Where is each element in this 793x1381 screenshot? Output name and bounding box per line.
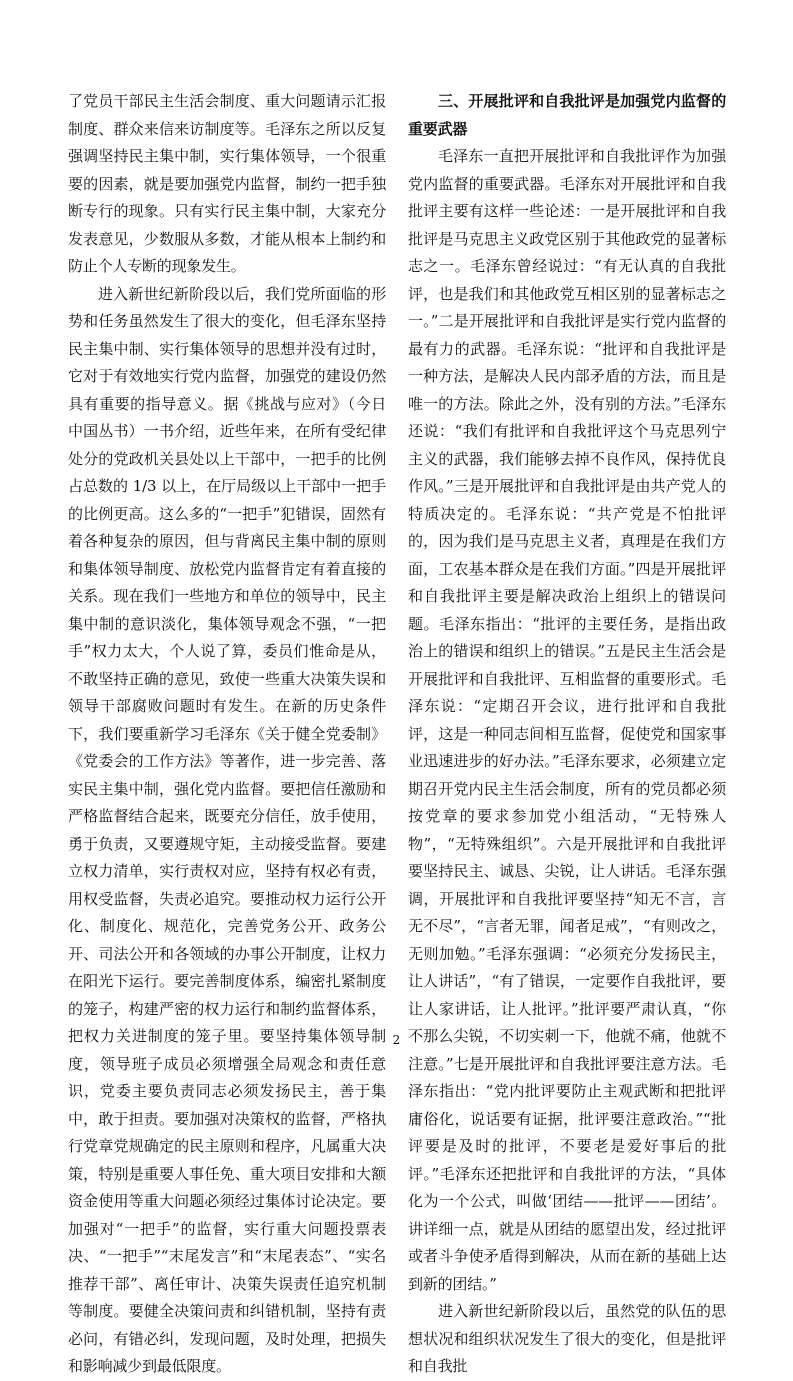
right-column [408, 88, 726, 1381]
left-paragraph-2: 进入新世纪新阶段以后，我们党所面临的形势和任务虽然发生了很大的变化，但毛泽东坚持民主集中制、实行集体领导的思想并没有过时，它对于有效地实行党内监督，加强党的建设仍然具有重要的指导意义。据《挑战与应对》（今日中国丛书）一书介绍，近些年来，在所有受纪律处分的党政机关县处以上干部中，一把手的比例占总数的 1/3 以上，在厅局级以上干部中一把手的比例更高。这么多的“一把手”犯错误，固然有着各种复杂的原因，但与背离民主集中制的原则和集体领导制度、放松党内监督肯定有着直接的关系。现在我们一些地方和单位的领导中，民主集中制的意识淡化，集体领导观念不强，“一把手”权力太大，个人说了算，委员们惟命是从，不敢坚持正确的意见，致使一些重大决策失误和领导干部腐败问题时有发生。在新的历史条件下，我们要重新学习毛泽东《关于健全党委制》《党委会的工作方法》等著作，进一步完善、落实民主集中制，强化党内监督。要把信任激励和严格监督结合起来，既要充分信任，放手使用，勇于负责，又要遵规守矩，主动接受监督。要建立权力清单，实行责权对应，坚持有权必有责，用权受监督，失责必追究。要推动权力运行公开化、制度化、规范化，完善党务公开、政务公开、司法公开和各领域的办事公开制度，让权力在阳光下运行。要完善制度体系，编密扎紧制度的笼子，构建严密的权力运行和制约监督体系，把权力关进制度的笼子里。要坚持集体领导制度，领导班子成员必须增强全局观念和责任意识，党委主要负责同志必须发扬民主，善于集中，敢于担责。要加强对决策权的监督，严格执行党章党规确定的民主原则和程序，凡属重大决策，特别是重要人事任免、重大项目安排和大额资金使用等重大问题必须经过集体讨论决定。要加强对“一把手”的监督，实行重大问题投票表决、“一把手”“末尾发言”和“末尾表态”、“实名推荐干部”、离任审计、决策失误责任追究机制等制度。要健全决策问责和纠错机制，坚持有责必问，有错必纠，发现问题，及时处理，把损失和影响减少到最低限度。 [68, 284, 386, 1375]
left-column [68, 88, 386, 1381]
page-number: 2 [392, 1033, 401, 1047]
left-paragraph-1: 了党员干部民主生活会制度、重大问题请示汇报制度、群众来信来访制度等。毛泽东之所以反复强调坚持民主集中制，实行集体领导，一个很重要的因素，就是要加强党内监督，制约一把手独断专行的现象。只有实行民主集中制，大家充分发表意见，少数服从多数，才能从根本上制约和防止个人专断的现象发生。 [68, 92, 386, 275]
right-paragraph-1: 毛泽东一直把开展批评和自我批评作为加强党内监督的重要武器。毛泽东对开展批评和自我批评主要有这样一些论述：一是开展批评和自我批评是马克思主义政党区别于其他政党的显著标志之一。毛泽东曾经说过：“有无认真的自我批评，也是我们和其他政党互相区别的显著标志之一。”二是开展批评和自我批评是实行党内监督的最有力的武器。毛泽东说：“批评和自我批评是一种方法，是解决人民内部矛盾的方法，而且是唯一的方法。除此之外，没有别的方法。”毛泽东还说：“我们有批评和自我批评这个马克思列宁主义的武器，我们能够去掉不良作风，保持优良作风。”三是开展批评和自我批评是由共产党人的特质决定的。毛泽东说：“共产党是不怕批评的，因为我们是马克思主义者，真理是在我们方面，工农基本群众是在我们方面。”四是开展批评和自我批评主要是解决政治上组织上的错误问题。毛泽东指出：“批评的主要任务，是指出政治上的错误和组织上的错误。”五是民主生活会是开展批评和自我批评、互相监督的重要形式。毛泽东说：“定期召开会议，进行批评和自我批评，这是一种同志间相互监督，促使党和国家事业迅速进步的好办法。”毛泽东要求，必须建立定期召开党内民主生活会制度，所有的党员都必须按党章的要求参加党小组活动，“无特殊人物”，“无特殊组织”。六是开展批评和自我批评要坚持民主、诚恳、尖锐，让人讲话。毛泽东强调，开展批评和自我批评要坚持“知无不言，言无不尽”，“言者无罪，闻者足戒”，“有则改之，无则加勉。”毛泽东强调：“必须充分发扬民主，让人讲话”，“有了错误，一定要作自我批评，要让人家讲话，让人批评。”批评要严肃认真，“你不那么尖锐，不切实刺一下，他就不痛，他就不注意。”七是开展批评和自我批评要注意方法。毛泽东指出：“党内批评要防止主观武断和把批评庸俗化，说话要有证据，批评要注意政治。”“批评要是及时的批评，不要老是爱好事后的批评。”毛泽东还把批评和自我批评的方法，“具体化为一个公式，叫做‘团结——批评——团结’。讲详细一点，就是从团结的愿望出发，经过批评或者斗争使矛盾得到解决，从而在新的基础上达到新的团结。” [408, 147, 726, 1293]
section-heading: 三、开展批评和自我批评是加强党内监督的重要武器 [408, 92, 726, 138]
right-paragraph-2: 进入新世纪新阶段以后，虽然党的队伍的思想状况和组织状况发生了很大的变化，但是批评和自我批 [408, 1302, 726, 1375]
